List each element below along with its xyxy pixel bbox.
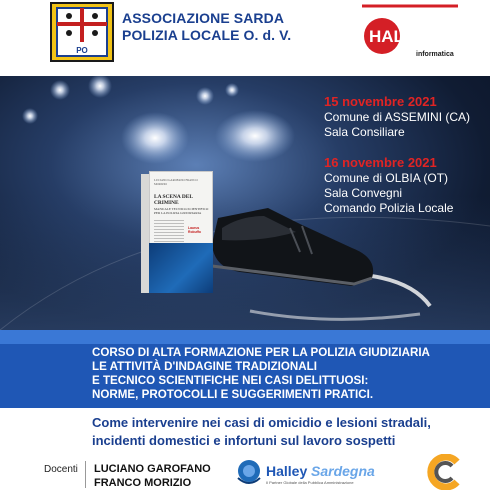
hero-image — [0, 76, 490, 330]
banner-stripe — [0, 330, 490, 344]
subtitle-line: incidenti domestici e infortuni sul lavoro sospetti — [92, 433, 396, 448]
halley-logo-sub: informatica — [416, 51, 454, 58]
halley-sardegna-logo — [234, 458, 384, 490]
association-logo-text: PO — [76, 46, 88, 55]
association-name-line2: POLIZIA LOCALE O. d. V. — [122, 27, 292, 43]
event-venue: Sala Consiliare — [324, 125, 405, 139]
book-authors: LUCIANO GAROFANO FRANCO MORIZIO — [154, 178, 198, 186]
event-date: 16 novembre 2021 — [324, 155, 437, 170]
event-date: 15 novembre 2021 — [324, 94, 437, 109]
subtitle-line: Come intervenire nei casi di omicidio e lesioni stradali, — [92, 415, 431, 430]
teachers-label: Docenti — [44, 464, 78, 475]
association-name — [122, 10, 291, 44]
event-location: Comune di OLBIA (OT) — [324, 171, 449, 185]
halley-logo-text: HALLEY — [369, 27, 437, 46]
halley-logo — [358, 4, 462, 62]
event-venue-detail: Comando Polizia Locale — [324, 201, 454, 215]
partner-tagline: Il Partner Globale della Pubblica Amministrazione — [266, 480, 354, 485]
teacher-name: LUCIANO GAROFANO — [94, 463, 211, 475]
event-location: Comune di ASSEMINI (CA) — [324, 110, 471, 124]
book-text-lines — [154, 220, 184, 242]
book-publisher: Laurus Robuffo — [188, 226, 201, 234]
event-assemini — [324, 94, 470, 140]
course-title-line: NORME, PROTOCOLLI E SUGGERIMENTI PRATICI. — [92, 388, 374, 401]
event-venue: Sala Convegni — [324, 186, 403, 200]
footer-divider — [85, 461, 86, 488]
association-name-line1: ASSOCIAZIONE SARDA — [122, 10, 285, 26]
association-logo — [50, 2, 114, 62]
partner-name-sardegna: Sardegna — [311, 463, 375, 479]
course-title-line: LE ATTIVITÀ D'INDAGINE TRADIZIONALI — [92, 360, 317, 373]
c-logo — [424, 454, 466, 490]
course-title-line: CORSO DI ALTA FORMAZIONE PER LA POLIZIA GIUDIZIARIA — [92, 346, 430, 359]
event-olbia — [324, 155, 453, 216]
partner-name-halley: Halley — [266, 463, 308, 479]
book-cover — [141, 171, 213, 293]
book-subtitle: MANUALE TECNICO-SCIENTIFICO PER LA POLIZIA GIUDIZIARIA — [154, 207, 209, 215]
course-title-line: E TECNICO SCIENTIFICHE NEI CASI DELITTUOSI: — [92, 374, 369, 387]
header — [0, 0, 490, 76]
book-title: LA SCENA DEL CRIMINE — [154, 194, 193, 206]
teacher-name: FRANCO MORIZIO — [94, 477, 192, 489]
dna-icon — [149, 243, 213, 293]
